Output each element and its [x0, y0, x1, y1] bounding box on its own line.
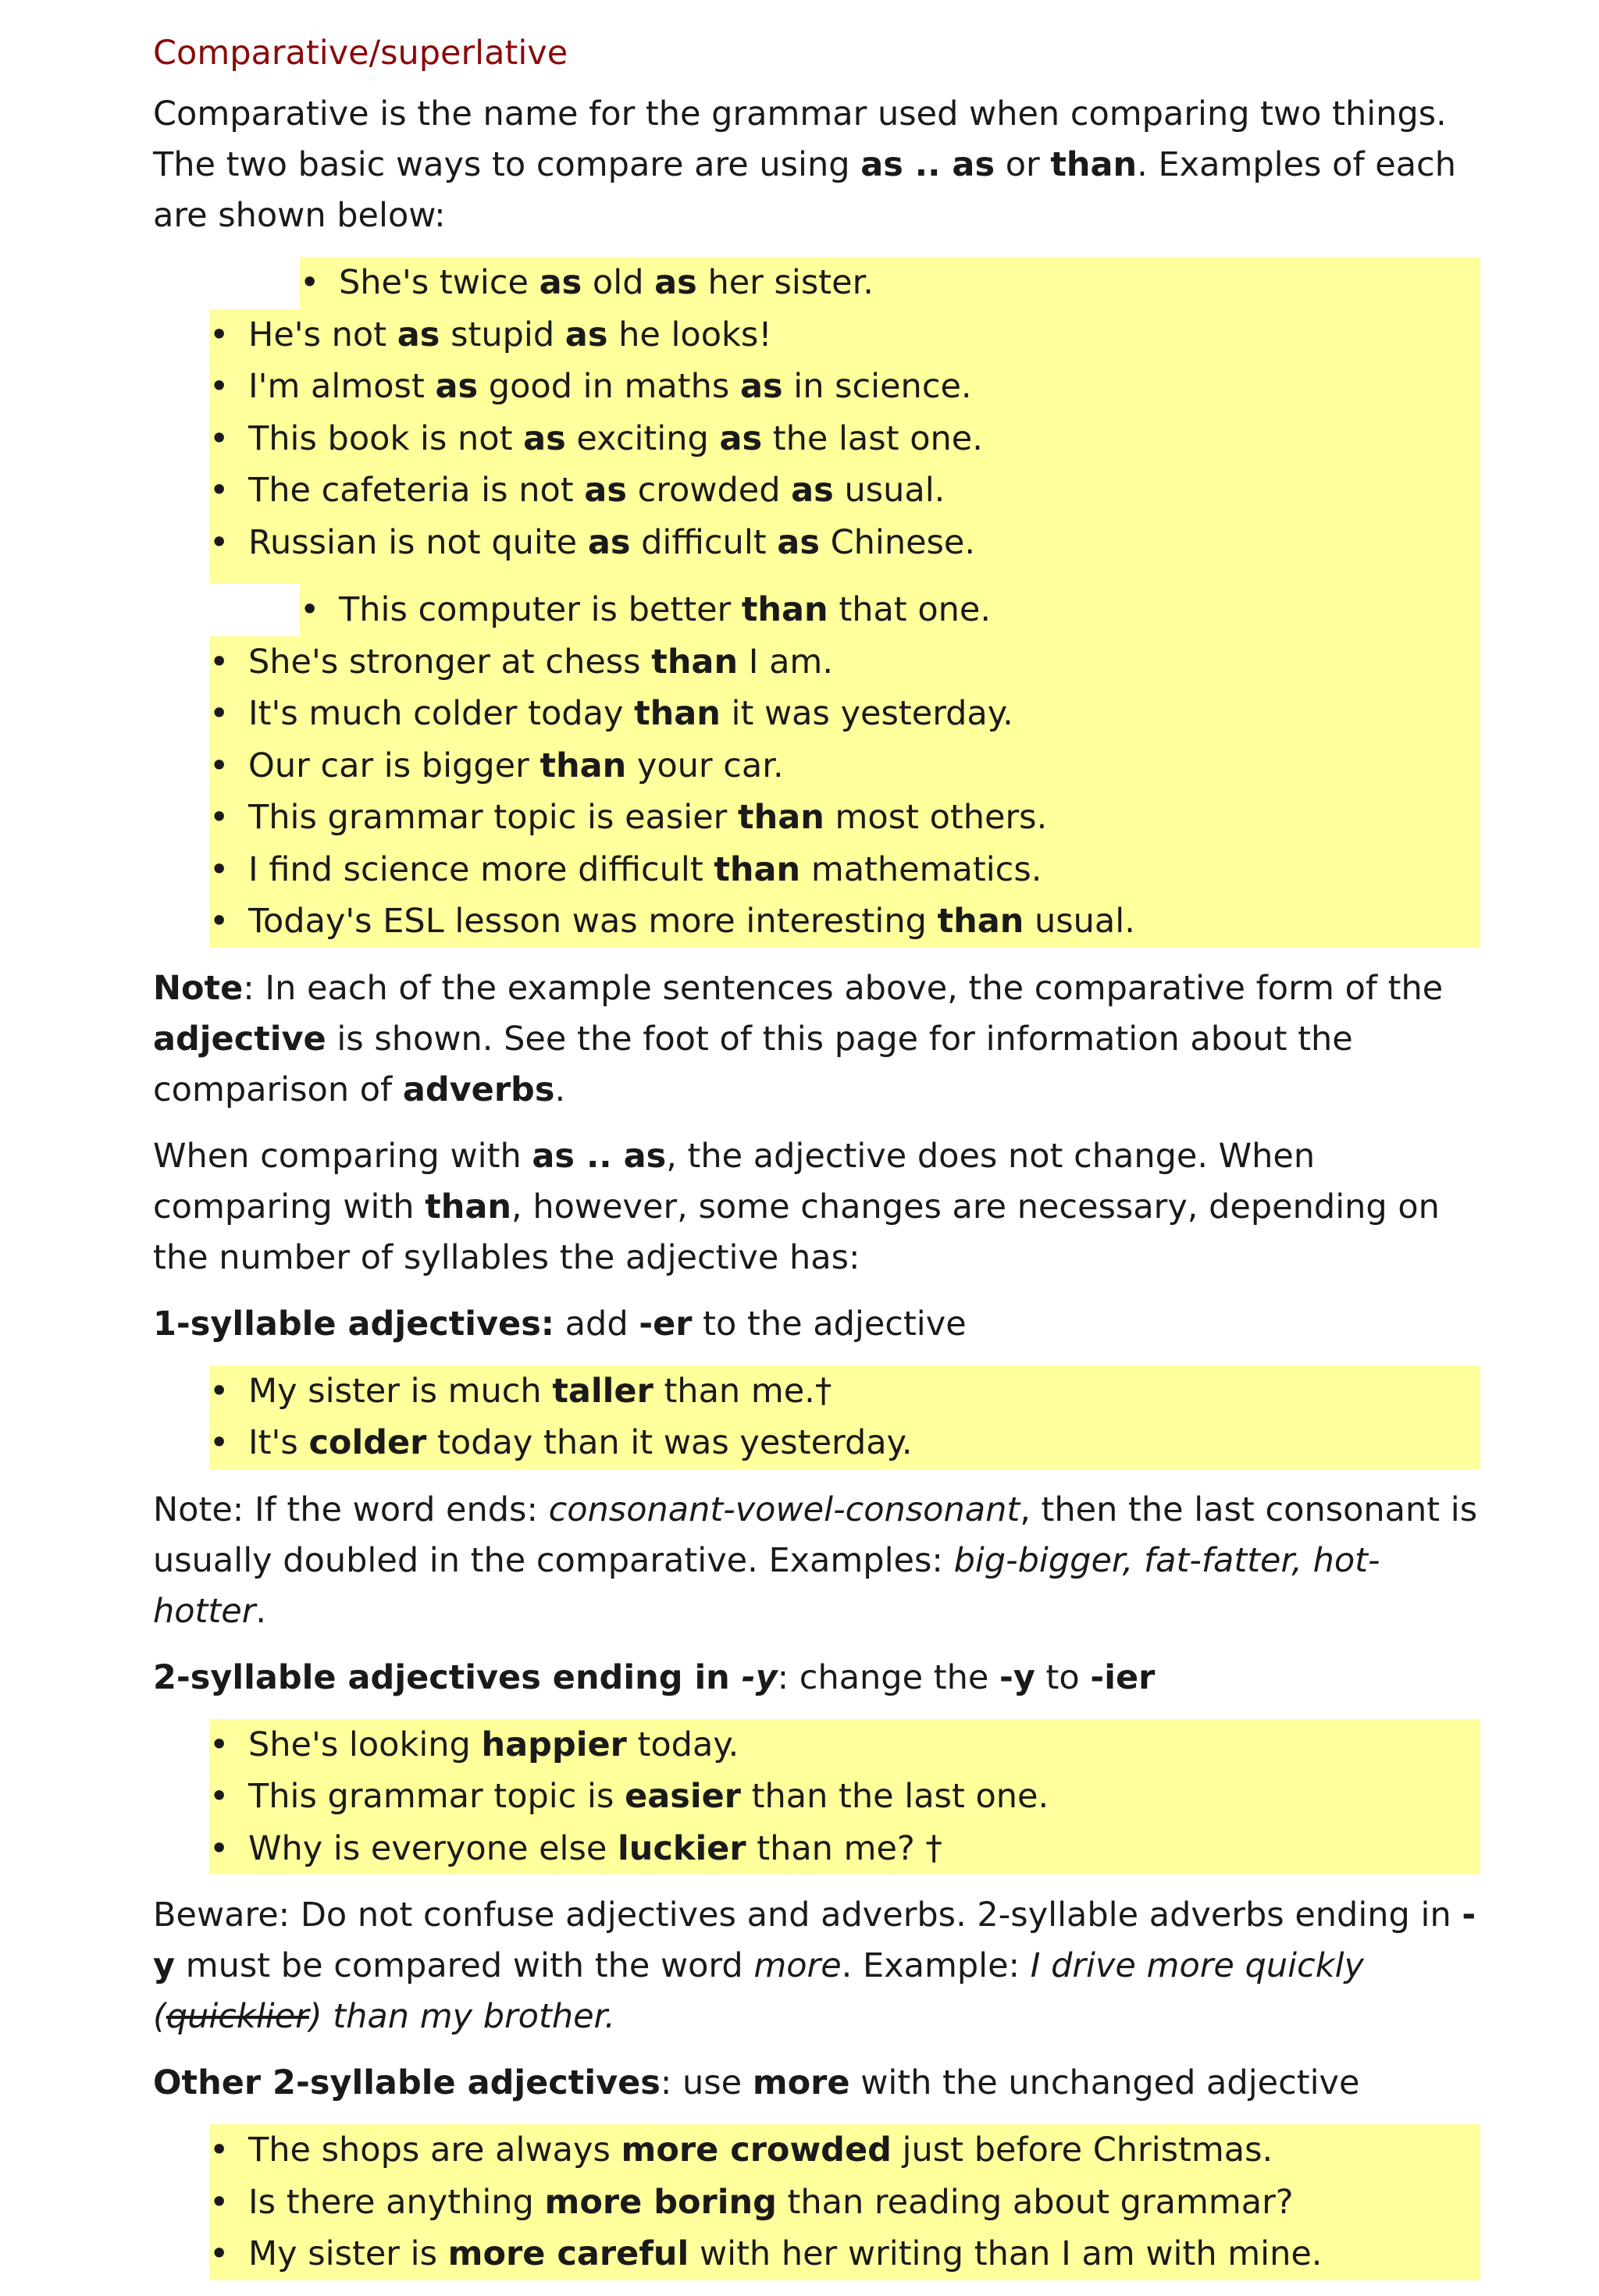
list-item: • My sister is more careful with her writing than I am with mine. — [209, 2228, 1480, 2280]
bullet-icon: • — [209, 2182, 230, 2222]
list-item: • Today's ESL lesson was more interesting than usual. — [209, 895, 1480, 948]
bullet-icon: • — [209, 642, 230, 682]
bullet-icon: • — [209, 2234, 230, 2273]
as-examples-list — [209, 257, 1480, 948]
bullet-icon: • — [209, 1777, 230, 1816]
one-syllable-heading: 1-syllable adjectives: add -er to the adjective — [153, 1304, 967, 1344]
two-syllable-y-examples — [209, 1719, 1480, 1875]
page-title: Comparative/superlative — [153, 34, 568, 73]
list-item: • Why is everyone else luckier than me? † — [209, 1823, 1480, 1875]
list-item: • This grammar topic is easier than the last one. — [209, 1771, 1480, 1823]
list-item: • This grammar topic is easier than most others. — [209, 792, 1480, 844]
intro-text: Comparative is the name for the grammar used when comparing two things. The two basic ways to compare are using — [153, 94, 1447, 184]
list-item: • This book is not as exciting as the last one. — [209, 413, 1480, 465]
bullet-icon: • — [209, 1725, 230, 1764]
list-spacer — [209, 568, 1480, 584]
bullet-icon: • — [209, 2130, 230, 2170]
intro-text: or — [995, 145, 1051, 184]
intro-paragraph — [153, 89, 1480, 241]
list-item: • She's stronger at chess than I am. — [209, 636, 1480, 689]
intro-bold-as: as .. as — [860, 145, 995, 184]
list-item: • Is there anything more boring than reading about grammar? — [209, 2177, 1480, 2229]
beware-paragraph: Beware: Do not confuse adjectives and adverbs. 2-syllable adverbs ending in -y must be compared with the word more. Example: I drive more quickly (quicklier) than my brother. — [153, 1896, 1476, 2036]
other-two-syllable-examples — [209, 2124, 1480, 2280]
other-two-syllable-heading: Other 2-syllable adjectives: use more with the unchanged adjective — [153, 2063, 1360, 2102]
bullet-icon: • — [209, 418, 230, 458]
list-item: • I find science more difficult than mathematics. — [209, 844, 1480, 896]
bullet-icon: • — [209, 522, 230, 562]
note-paragraph: Note: In each of the example sentences above, the comparative form of the adjective is shown. See the foot of this page for information about the comparison of adverbs. — [153, 968, 1444, 1109]
list-item: • It's colder today than it was yesterday. — [209, 1417, 1480, 1469]
list-item: • The cafeteria is not as crowded as usual. — [209, 465, 1480, 517]
list-item: • It's much colder today than it was yesterday. — [209, 688, 1480, 740]
list-item: • The shops are always more crowded just before Christmas. — [209, 2124, 1480, 2177]
bullet-icon: • — [209, 1371, 230, 1411]
bullet-icon: • — [209, 798, 230, 837]
when-comparing-paragraph: When comparing with as .. as, the adjective does not change. When comparing with than, however, some changes are necessary, depending on the number of syllables the adjective has: — [153, 1136, 1440, 1277]
bullet-icon: • — [209, 849, 230, 889]
bullet-icon: • — [300, 263, 320, 302]
doubling-note: Note: If the word ends: consonant-vowel-consonant, then the last consonant is usually doubled in the comparative. Examples: big-bigger, fat-fatter, hot-hotter. — [153, 1490, 1478, 1631]
bullet-icon: • — [209, 1423, 230, 1462]
list-item: • My sister is much taller than me.† — [209, 1365, 1480, 1418]
list-item: • She's twice as old as her sister. — [209, 257, 1480, 309]
bullet-icon: • — [209, 471, 230, 510]
list-item: • She's looking happier today. — [209, 1719, 1480, 1771]
list-item: • I'm almost as good in maths as in science. — [209, 361, 1480, 413]
bullet-icon: • — [209, 367, 230, 406]
article — [153, 28, 1480, 2296]
bullet-icon: • — [209, 1828, 230, 1868]
list-item: • This computer is better than that one. — [209, 584, 1480, 636]
bullet-icon: • — [209, 746, 230, 785]
intro-bold-than: than — [1050, 145, 1138, 184]
bullet-icon: • — [209, 315, 230, 354]
bullet-icon: • — [300, 590, 320, 629]
list-item: • Russian is not quite as difficult as Chinese. — [209, 517, 1480, 569]
one-syllable-examples — [209, 1365, 1480, 1469]
list-item: • He's not as stupid as he looks! — [209, 309, 1480, 361]
two-syllable-y-heading: 2-syllable adjectives ending in -y: change the -y to -ier — [153, 1657, 1156, 1697]
bullet-icon: • — [209, 902, 230, 941]
list-item: • Our car is bigger than your car. — [209, 740, 1480, 792]
bullet-icon: • — [209, 694, 230, 733]
intro-text: . Examples of each are shown below: — [153, 145, 1456, 235]
